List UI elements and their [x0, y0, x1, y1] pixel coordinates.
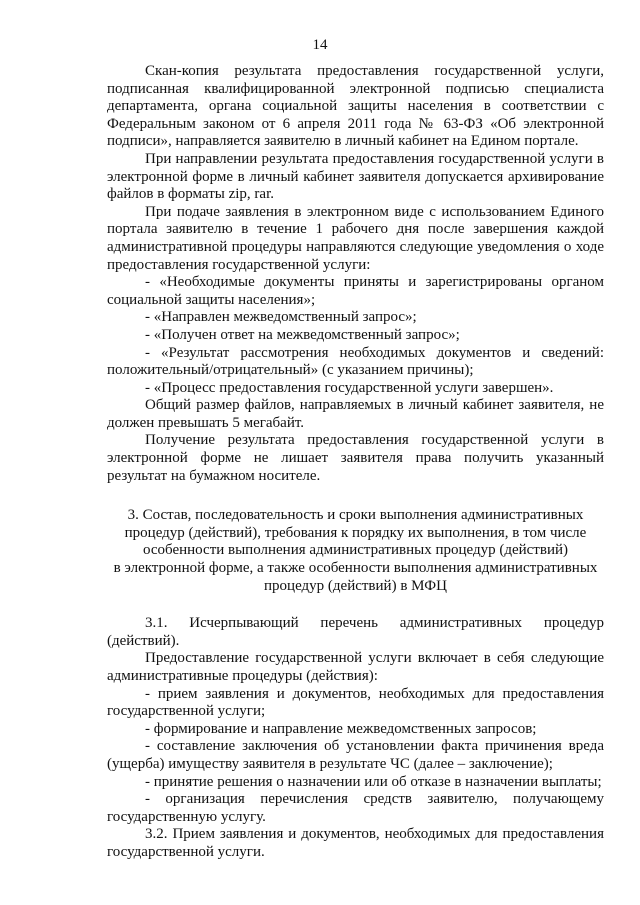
list-item-documents-accepted: - «Необходимые документы приняты и зарегистрированы органом социальной защиты населения»; [107, 274, 604, 308]
paragraph-paper-result: Получение результата предоставления государственной услуги в электронной форме не лишает заявителя права получить указанный результат на бумажном носителе. [107, 432, 604, 484]
page-body [107, 63, 604, 862]
paragraph-scan-copy: Скан-копия результата предоставления государственной услуги, подписанная квалифицированной электронной подписью специалиста департамента, органа социальной защиты населения в соответствии с Федеральным законом от 6 апреля 2011 года № 63-ФЗ «Об электронной подписи», направляется заявителю в личный кабинет на Едином портале. [107, 63, 604, 150]
paragraph-file-size: Общий размер файлов, направляемых в личный кабинет заявителя, не должен превышать 5 мегабайт. [107, 397, 604, 431]
paragraph-archiving: При направлении результата предоставления государственной услуги в электронной форме в личный кабинет заявителя допускается архивирование файлов в форматы zip, rar. [107, 150, 604, 203]
list-item-reception: - прием заявления и документов, необходимых для предоставления государственной услуги; [107, 685, 604, 720]
paragraph-notifications: При подаче заявления в электронном виде с использованием Единого портала заявителю в течение 1 рабочего дня после завершения каждой административной процедуры направляются следующие уведомления о ходе предоставления государственной услуги: [107, 203, 604, 273]
list-item-transfer-funds: - организация перечисления средств заявителю, получающему государственную услугу. [107, 791, 604, 825]
list-item-interagency-requests: - формирование и направление межведомственных запросов; [145, 720, 537, 737]
paragraph-3-1: 3.1. Исчерпывающий перечень административных процедур (действий). [107, 615, 604, 649]
paragraph-3-2: 3.2. Прием заявления и документов, необходимых для предоставления государственной услуги. [107, 826, 604, 860]
list-item-decision: - принятие решения о назначении или об отказе в назначении выплаты; [145, 773, 602, 790]
section-heading-line: особенности выполнения административных процедур (действий) [142, 542, 568, 559]
list-item-response-received: - «Получен ответ на межведомственный запрос»; [145, 326, 460, 343]
page-number: 14 [312, 37, 328, 53]
section-heading [107, 507, 604, 595]
section-heading-line: в электронной форме, а также особенности выполнения административных [113, 560, 598, 577]
section-heading-line: 3. Состав, последовательность и сроки выполнения административных [127, 507, 584, 524]
list-item-request-sent: - «Направлен межведомственный запрос»; [145, 309, 417, 326]
section-heading-line: процедур (действий), требования к порядку их выполнения, в том числе [124, 524, 587, 541]
paragraph-procedures-intro: Предоставление государственной услуги включает в себя следующие административные процедуры (действия): [107, 650, 604, 684]
list-item-process-complete: - «Процесс предоставления государственной услуги завершен». [145, 379, 554, 396]
section-heading-line: процедур (действий) в МФЦ [264, 577, 447, 594]
list-item-review-result: - «Результат рассмотрения необходимых документов и сведений: положительный/отрицательный» (с указанием причины); [107, 344, 604, 379]
list-item-conclusion: - составление заключения об установлении факта причинения вреда (ущерба) имуществу заявителя в результате ЧС (далее – заключение); [107, 738, 604, 772]
